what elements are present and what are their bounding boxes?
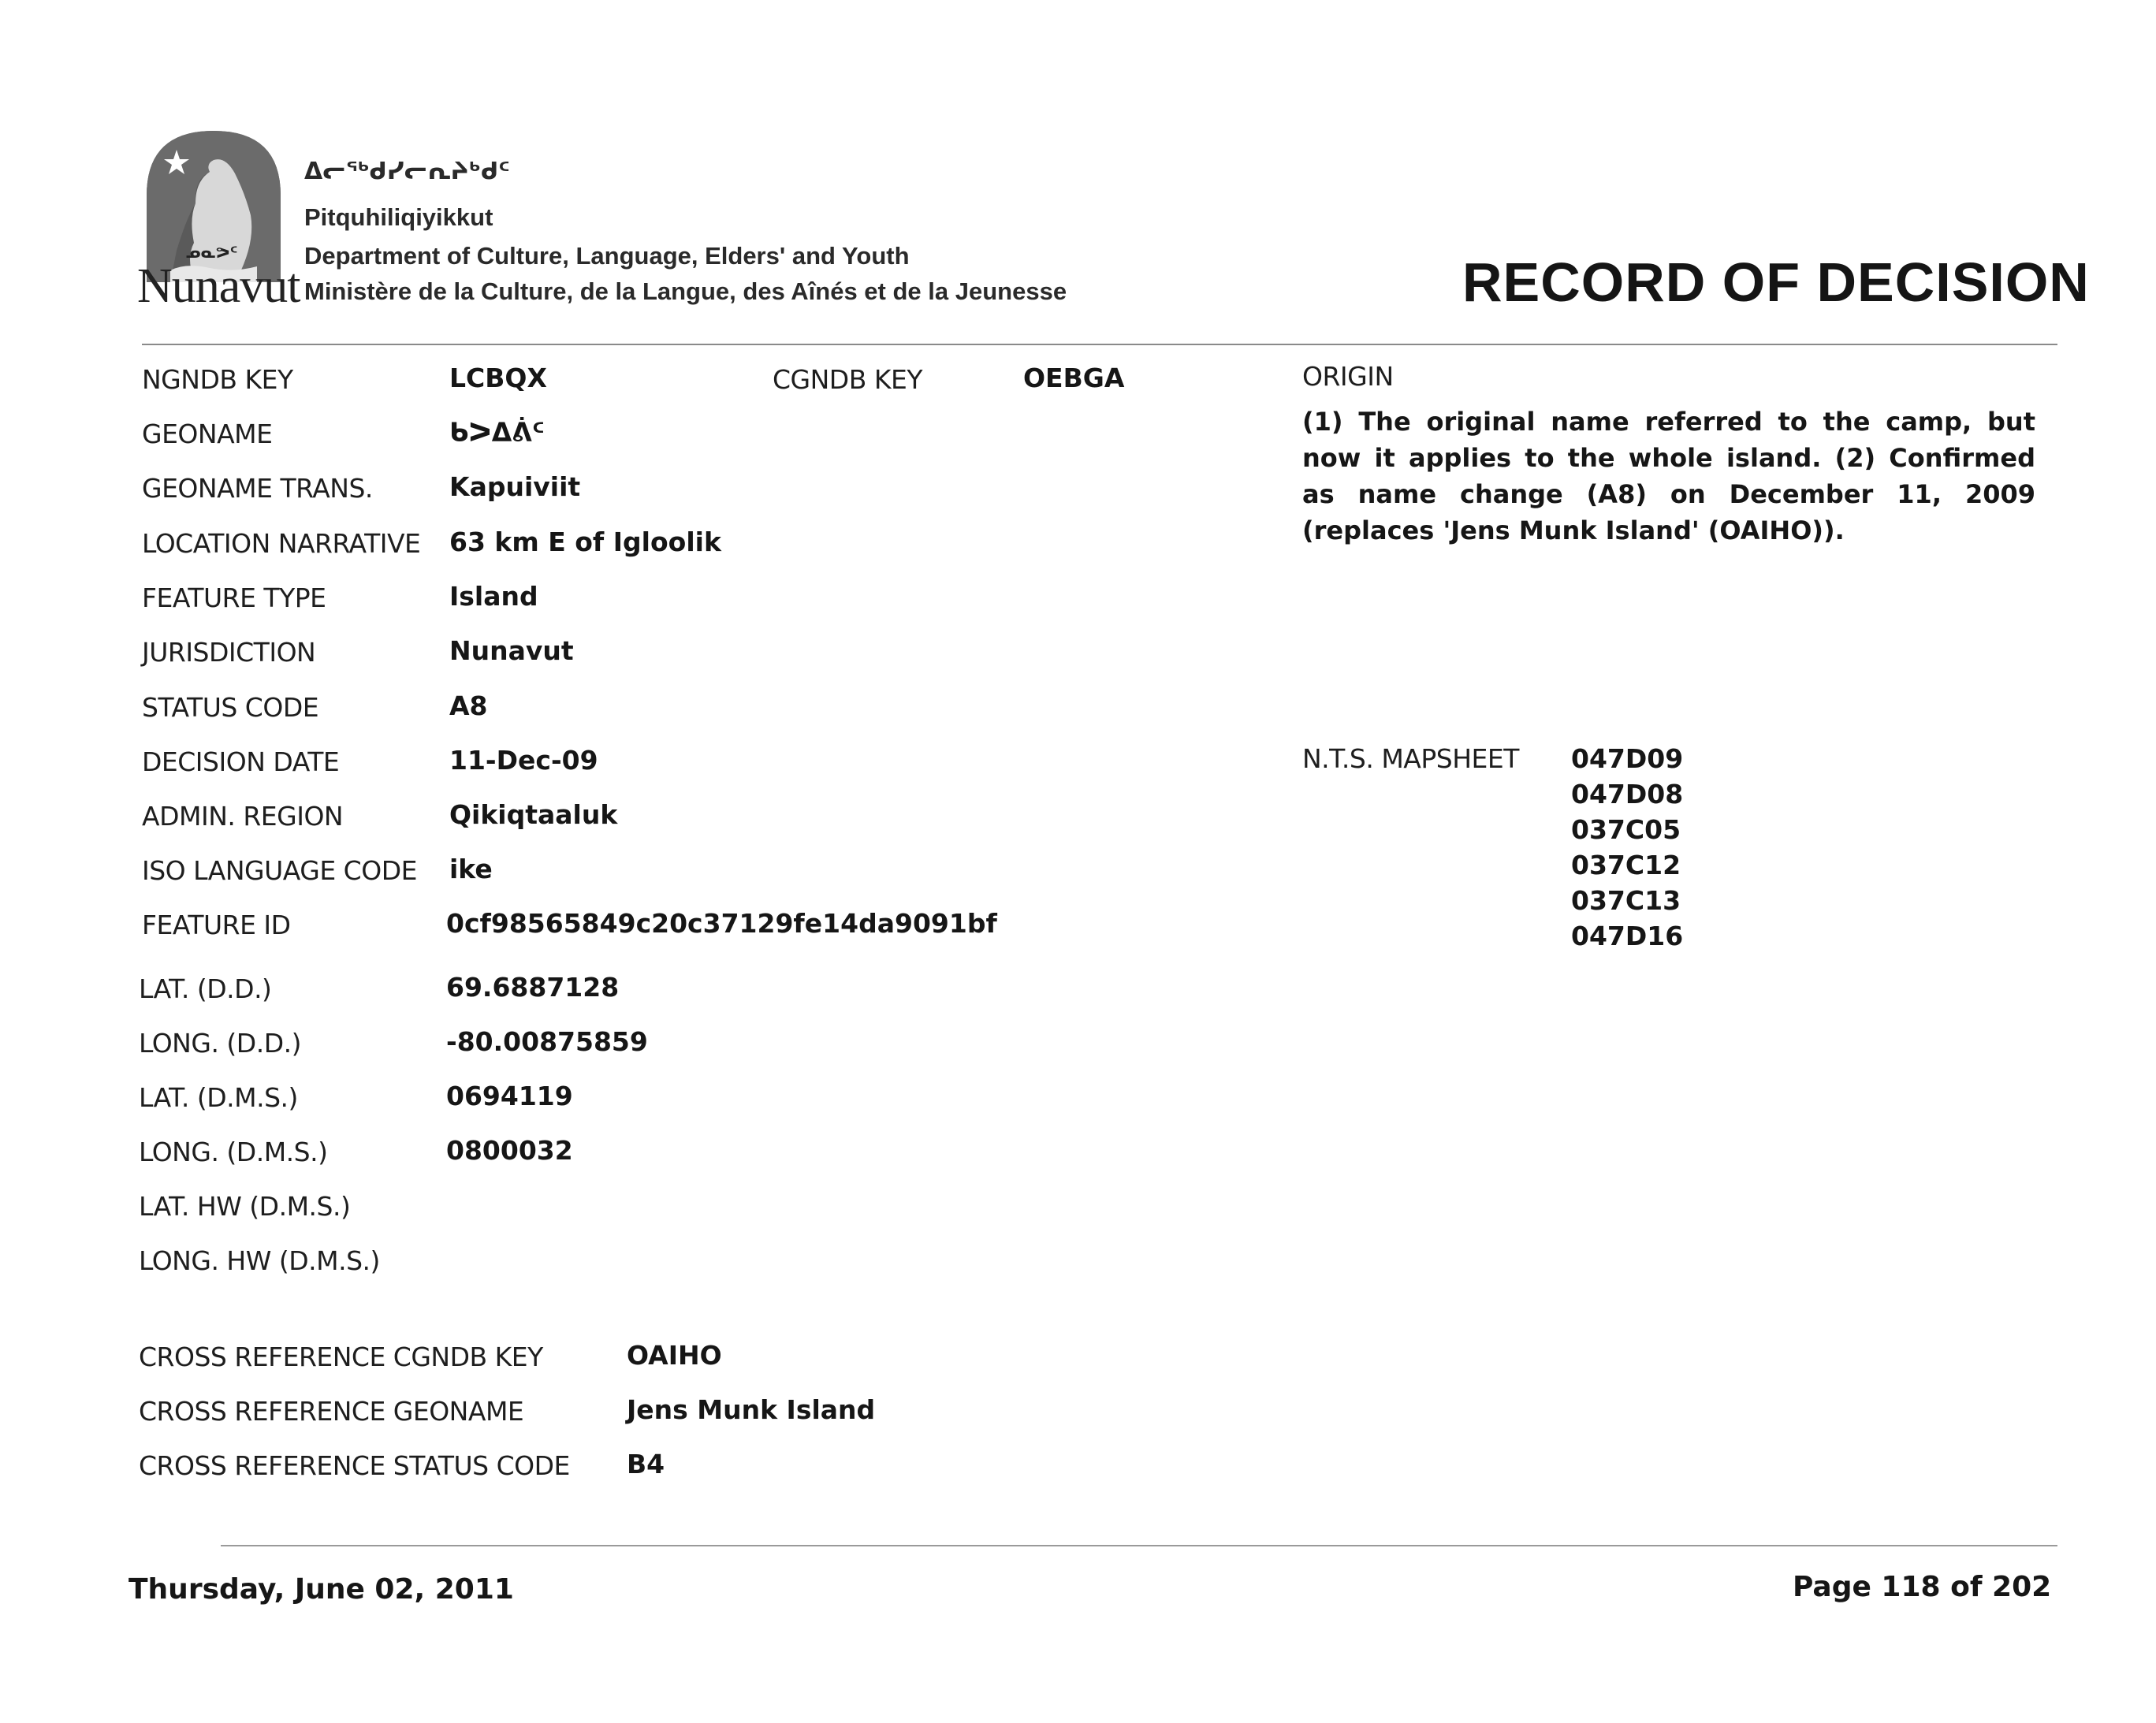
mapsheet-item: 047D16	[1571, 921, 1684, 951]
cross-ref-cgndb-key-value: OAIHO	[627, 1340, 722, 1371]
cgndb-key-value: OEBGA	[1023, 363, 1125, 393]
long-dd-value: -80.00875859	[446, 1026, 648, 1057]
decision-date-label: DECISION DATE	[142, 746, 340, 777]
long-dms-label: LONG. (D.M.S.)	[139, 1137, 328, 1167]
mapsheet-item: 037C13	[1571, 885, 1681, 916]
document-title: RECORD OF DECISION	[1462, 251, 2090, 313]
cross-ref-geoname-label: CROSS REFERENCE GEONAME	[139, 1396, 524, 1427]
iso-language-value: ike	[449, 854, 493, 884]
footer-date: Thursday, June 02, 2011	[128, 1573, 514, 1606]
cross-ref-geoname-value: Jens Munk Island	[627, 1394, 876, 1425]
mapsheet-item: 037C05	[1571, 814, 1681, 845]
department-inuinnaqtun: Pitquhiliqiyikkut	[304, 203, 493, 231]
logo-wordmark: Nunavut	[137, 259, 300, 313]
admin-region-value: Qikiqtaaluk	[449, 799, 618, 830]
status-code-value: A8	[449, 690, 488, 721]
department-name-fr: Ministère de la Culture, de la Langue, des Aînés et de la Jeunesse	[304, 277, 1067, 305]
cross-ref-status-code-value: B4	[627, 1449, 665, 1479]
mapsheet-item: 047D09	[1571, 743, 1684, 774]
lat-dms-value: 0694119	[446, 1081, 573, 1111]
header-divider	[142, 344, 2057, 345]
lat-dd-label: LAT. (D.D.)	[139, 973, 272, 1004]
cross-ref-cgndb-key-label: CROSS REFERENCE CGNDB KEY	[139, 1342, 543, 1372]
mapsheet-label: N.T.S. MAPSHEET	[1302, 743, 1519, 774]
department-syllabics: ᐃᓕᖅᑯᓯᓕᕆᔨᒃᑯᑦ	[304, 158, 510, 185]
origin-label: ORIGIN	[1302, 361, 1394, 392]
location-narrative-value: 63 km E of Igloolik	[449, 527, 721, 557]
mapsheet-item: 037C12	[1571, 850, 1681, 880]
mapsheet-item: 047D08	[1571, 779, 1684, 809]
footer-divider	[221, 1545, 2057, 1546]
iso-language-label: ISO LANGUAGE CODE	[142, 855, 417, 886]
nunavut-logo	[137, 125, 300, 314]
geoname-value: ᑲᐳᐃᕖᑦ	[449, 417, 545, 448]
location-narrative-label: LOCATION NARRATIVE	[142, 528, 421, 559]
ngndb-key-label: NGNDB KEY	[142, 364, 293, 395]
long-dd-label: LONG. (D.D.)	[139, 1028, 301, 1059]
feature-type-label: FEATURE TYPE	[142, 582, 326, 613]
footer-page-number: Page 118 of 202	[1793, 1571, 2052, 1603]
cross-ref-status-code-label: CROSS REFERENCE STATUS CODE	[139, 1450, 570, 1481]
origin-text: (1) The original name referred to the camp, but now it applies to the whole island. (2) Confirmed as name change (A8) on December 11, 2009 (replaces 'Jens Munk Island' (OAIHO)).	[1302, 407, 2035, 545]
jurisdiction-label: JURISDICTION	[142, 637, 316, 668]
geoname-label: GEONAME	[142, 419, 273, 449]
long-hw-label: LONG. HW (D.M.S.)	[139, 1245, 380, 1276]
geoname-trans-label: GEONAME TRANS.	[142, 473, 373, 504]
status-code-label: STATUS CODE	[142, 692, 319, 723]
lat-dms-label: LAT. (D.M.S.)	[139, 1082, 298, 1113]
lat-dd-value: 69.6887128	[446, 972, 620, 1003]
long-dms-value: 0800032	[446, 1135, 573, 1166]
logo-syllabics: ᓄᓇᕗᑦ	[186, 243, 238, 262]
ngndb-key-value: LCBQX	[449, 363, 547, 393]
feature-id-label: FEATURE ID	[142, 910, 291, 940]
admin-region-label: ADMIN. REGION	[142, 801, 344, 832]
department-name-en: Department of Culture, Language, Elders' and Youth	[304, 242, 910, 270]
mapsheet-list	[1571, 741, 1683, 954]
cgndb-key-label: CGNDB KEY	[773, 364, 922, 395]
lat-hw-label: LAT. HW (D.M.S.)	[139, 1191, 351, 1222]
decision-date-value: 11-Dec-09	[449, 745, 598, 776]
feature-id-value: 0cf98565849c20c37129fe14da9091bf	[446, 908, 997, 939]
jurisdiction-value: Nunavut	[449, 635, 574, 666]
geoname-trans-value: Kapuiviit	[449, 471, 581, 502]
feature-type-value: Island	[449, 581, 538, 612]
